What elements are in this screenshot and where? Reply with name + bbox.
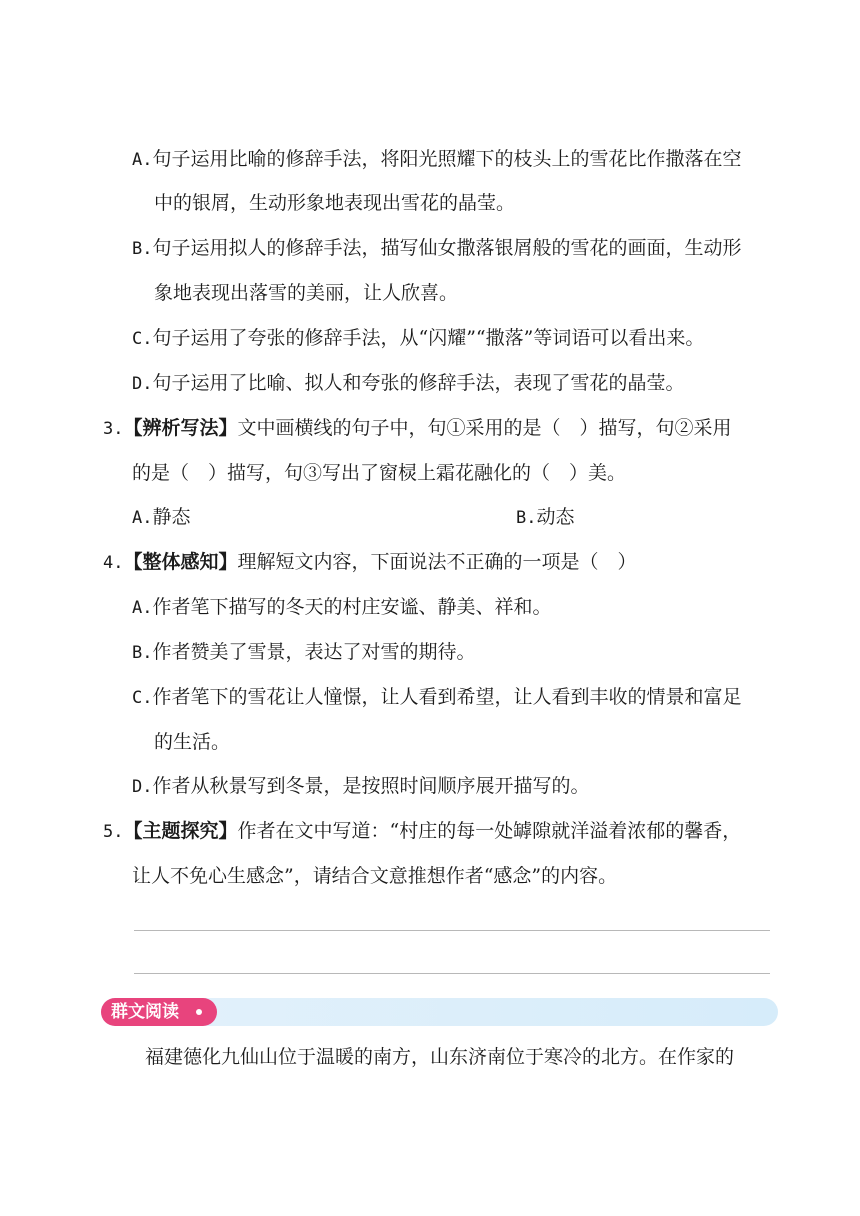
question-5 <box>103 817 741 846</box>
q3-option-a-label: A. <box>132 508 153 528</box>
q2-option-d <box>132 369 685 398</box>
q4-option-c-continued: 的生活。 <box>154 731 231 753</box>
q3-option-a <box>132 503 191 532</box>
q4-tag: 【整体感知】 <box>123 551 238 573</box>
q2-option-d-label: D. <box>132 374 153 394</box>
q2-option-c <box>132 324 704 353</box>
q4-option-c-text-1: 作者笔下的雪花让人憧憬，让人看到希望，让人看到丰收的情景和富足 <box>152 686 742 708</box>
q4-option-a-text: 作者笔下描写的冬天的村庄安谧、静美、祥和。 <box>152 596 552 618</box>
q4-option-a-label: A. <box>132 598 153 618</box>
answer-line-2[interactable] <box>134 973 770 974</box>
q4-option-d <box>132 772 590 801</box>
q3-tag: 【辨析写法】 <box>123 417 238 439</box>
q3-option-a-text: 静态 <box>152 506 191 528</box>
q5-text-2: 让人不免心生感念”，请结合文意推想作者“感念”的内容。 <box>132 865 618 887</box>
q2-option-a <box>132 145 742 174</box>
q2-option-b <box>132 234 742 263</box>
q3-option-b-text: 动态 <box>536 506 575 528</box>
answer-line-1[interactable] <box>134 930 770 931</box>
q5-text-1: 作者在文中写道：“村庄的每一处罅隙就洋溢着浓郁的馨香， <box>237 820 742 842</box>
q2-option-b-text-1: 句子运用拟人的修辞手法，描写仙女撒落银屑般的雪花的画面，生动形 <box>152 237 742 259</box>
q2-option-d-text: 句子运用了比喻、拟人和夸张的修辞手法，表现了雪花的晶莹。 <box>152 372 685 394</box>
section-paragraph: 福建德化九仙山位于温暖的南方，山东济南位于寒冷的北方。在作家的 <box>145 1046 735 1068</box>
q4-option-c <box>132 683 742 712</box>
q2-option-a-label: A. <box>132 150 153 170</box>
q3-text-1: 文中画横线的句子中，句①采用的是（ ）描写，句②采用 <box>237 417 732 439</box>
q2-option-c-text: 句子运用了夸张的修辞手法，从“闪耀”“撒落”等词语可以看出来。 <box>152 327 705 349</box>
q2-option-c-label: C. <box>132 329 153 349</box>
q5-number: 5. <box>103 822 124 842</box>
q2-option-a-continued: 中的银屑，生动形象地表现出雪花的晶莹。 <box>154 192 516 214</box>
q3-text-2: 的是（ ）描写，句③写出了窗棂上霜花融化的（ ）美。 <box>132 462 627 484</box>
q4-option-d-label: D. <box>132 777 153 797</box>
q4-option-b-label: B. <box>132 643 153 663</box>
q4-option-d-text: 作者从秋景写到冬景，是按照时间顺序展开描写的。 <box>152 775 590 797</box>
section-title-dot <box>196 1009 202 1015</box>
section-title: 群文阅读 <box>101 998 217 1026</box>
q4-number: 4. <box>103 553 124 573</box>
question-3 <box>103 414 732 443</box>
q5-tag: 【主题探究】 <box>123 820 238 842</box>
q4-stem: 理解短文内容，下面说法不正确的一项是（ ） <box>237 551 637 573</box>
q3-number: 3. <box>103 419 124 439</box>
q4-option-a <box>132 593 552 622</box>
q4-option-c-label: C. <box>132 688 153 708</box>
q3-option-b <box>516 503 575 532</box>
question-4 <box>103 548 637 577</box>
q4-option-b-text: 作者赞美了雪景，表达了对雪的期待。 <box>152 641 476 663</box>
q3-option-b-label: B. <box>516 508 537 528</box>
q2-option-a-text-1: 句子运用比喻的修辞手法，将阳光照耀下的枝头上的雪花比作撒落在空 <box>152 148 742 170</box>
q4-option-b <box>132 638 476 667</box>
q2-option-b-continued: 象地表现出落雪的美丽，让人欣喜。 <box>154 282 459 304</box>
q2-option-b-label: B. <box>132 239 153 259</box>
